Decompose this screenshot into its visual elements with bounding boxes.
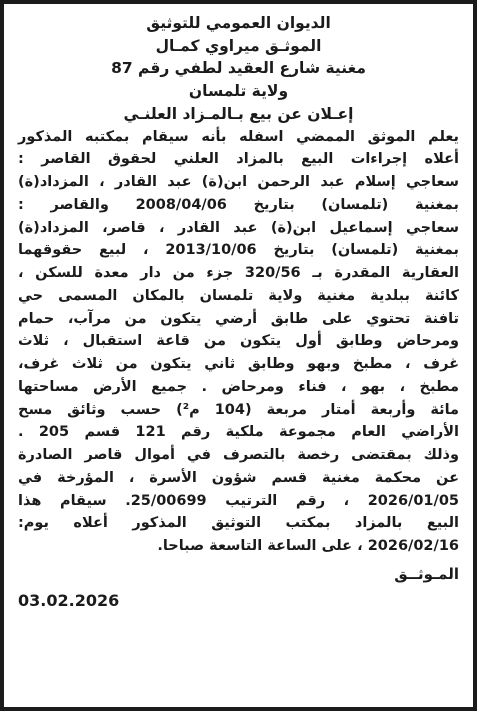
notary-signature: المـوثــق (394, 564, 459, 583)
notice-body (18, 126, 459, 558)
body-line: سعاجي إسلام عبد الرحمن ابن(ة) عبد القادر ، المزداد(ة) (18, 174, 459, 190)
body-line: 2026/02/16 ، على الساعة التاسعة صباحا. (157, 538, 459, 554)
body-line: العقارية المقدرة بـ 320/56 جزء من دار معدة للسكن ، (18, 265, 459, 281)
body-line: غرف ، مطبخ وبهو وطابق ثاني يتكون من ثلاث غرف، (18, 356, 459, 372)
body-line: مطبخ ، بهو ، فناء ومرحاض . جميع الأرض مساحتها (18, 378, 459, 395)
body-line: البيع بالمزاد بمكتب التوثيق المذكور أعلاه يوم: (18, 515, 459, 532)
body-line: تافنة تحتوي على طابق أرضي يتكون من مرآب، حمام (18, 310, 459, 327)
body-line: وذلك بمقتضى رخصة بالتصرف في أموال قاصر الصادرة (18, 447, 459, 463)
notice-date: 03.02.2026 (18, 590, 120, 610)
body-line: مائة وأربعة أمتار مربعة (104 م²) حسب وثائق مسح (18, 401, 459, 418)
header-notary-name: الموثـق ميراوي كمـال (155, 36, 322, 55)
body-line: عن محكمة مغنية قسم شؤون الأسرة ، المؤرخة في (18, 469, 459, 486)
body-line: أعلاه إجراءات البيع بالمزاد العلني لحقوق القاصر : (18, 151, 459, 168)
header-address: مغنية شارع العقيد لطفي رقم 87 (111, 59, 366, 77)
header-province: ولاية تلمسان (188, 81, 289, 100)
body-line: 2026/01/05 ، رقم الترتيب 25/00699. سيقام هذا (18, 492, 459, 509)
notice-title: إعـلان عن بيع بـالمـزاد العلنـي (123, 105, 354, 123)
body-line: بمغنية (تلمسان) بتاريخ 2013/10/06 ، لبيع حقوقهما (18, 242, 459, 259)
body-line: بمغنية (تلمسان) بتاريخ 2008/04/06 والقاصر : (18, 196, 459, 213)
notary-header (18, 12, 459, 102)
body-line: سعاجي إسماعيل ابن(ة) عبد القادر ، قاصر، المزداد(ة) (18, 219, 459, 236)
header-office: الديوان العمومي للتوثيق (146, 14, 331, 32)
body-line: يعلم الموثق الممضي اسفله بأنه سيقام بمكتبه المذكور (18, 128, 459, 145)
body-line: الأراضي العام مجموعة ملكية رقم 121 قسم 205 . (18, 424, 459, 441)
body-line: كائنة ببلدية مغنية ولاية تلمسان بالمكان المسمى حي (18, 287, 459, 304)
body-line: ومرحاض وطابق أول يتكون من قاعة استقبال ، ثلاث (18, 333, 459, 350)
